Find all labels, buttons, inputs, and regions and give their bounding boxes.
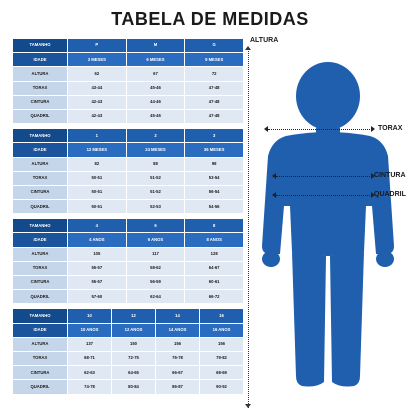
table-cell: 72-75 <box>112 352 155 365</box>
table-row <box>13 248 243 261</box>
table-cell: 156 <box>200 338 243 351</box>
height-arrow-up-icon <box>245 46 251 50</box>
table-cell: 4 ANOS <box>68 233 126 246</box>
page-title: TABELA DE MEDIDAS <box>111 9 309 29</box>
row-label: TORAX <box>13 262 67 275</box>
table-cell: 137 <box>68 338 111 351</box>
row-label: ALTURA <box>13 158 67 171</box>
table-cell: 44-46 <box>127 96 185 109</box>
row-label: IDADE <box>13 233 67 246</box>
row-label: TAMANHO <box>13 129 67 142</box>
row-label: TAMANHO <box>13 309 67 322</box>
torax-measure-line <box>268 129 372 130</box>
age-row <box>13 143 243 156</box>
row-label: IDADE <box>13 143 67 156</box>
row-label: ALTURA <box>13 248 67 261</box>
table-cell: 128 <box>185 248 243 261</box>
table-cell: 62-63 <box>68 366 111 379</box>
table-cell: M <box>127 39 185 52</box>
table-cell: 43-44 <box>68 82 126 95</box>
torax-arrow-left-icon <box>264 126 268 132</box>
table-row <box>13 290 243 303</box>
table-cell: 16 <box>200 309 243 322</box>
table-cell: 66-67 <box>156 366 199 379</box>
table-cell: 52-53 <box>127 200 185 213</box>
table-row <box>13 96 243 109</box>
table-cell: 150 <box>112 338 155 351</box>
table-cell: 88 <box>127 158 185 171</box>
table-cell: 72 <box>185 67 243 80</box>
table-cell: 54-56 <box>185 200 243 213</box>
table-cell: 47-48 <box>185 110 243 123</box>
table-cell: 3 <box>185 129 243 142</box>
table-cell: 9 MESES <box>185 53 243 66</box>
table-cell: 47-48 <box>185 82 243 95</box>
table-cell: 24 MESES <box>127 143 185 156</box>
row-label: CINTURA <box>13 276 67 289</box>
table-row <box>13 172 243 185</box>
table-cell: 6 MESES <box>127 53 185 66</box>
table-row <box>13 67 243 80</box>
row-label: QUADRIL <box>13 110 67 123</box>
table-cell: 66-72 <box>185 290 243 303</box>
table-cell: 156 <box>156 338 199 351</box>
table-cell: 4 <box>68 219 126 232</box>
table-cell: 42-43 <box>68 110 126 123</box>
row-label: TORAX <box>13 82 67 95</box>
cintura-arrow-left-icon <box>272 173 276 179</box>
row-label: TAMANHO <box>13 39 67 52</box>
height-arrow-down-icon <box>245 404 251 408</box>
table-cell: 6 <box>127 219 185 232</box>
table-cell: 57-60 <box>68 290 126 303</box>
label-cintura: CINTURA <box>374 172 406 179</box>
size-table <box>12 128 244 214</box>
table-cell: 64-67 <box>185 262 243 275</box>
table-cell: 16 ANOS <box>200 324 243 337</box>
table-cell: 82 <box>68 158 126 171</box>
row-label: IDADE <box>13 324 67 337</box>
age-row <box>13 53 243 66</box>
size-table <box>12 38 244 124</box>
size-header-row <box>13 39 243 52</box>
table-cell: 1 <box>68 129 126 142</box>
table-cell: 12 <box>112 309 155 322</box>
table-cell: 51-52 <box>127 186 185 199</box>
table-cell: 42-43 <box>68 96 126 109</box>
table-cell: 98 <box>185 158 243 171</box>
table-cell: 50-51 <box>68 186 126 199</box>
row-label: TAMANHO <box>13 219 67 232</box>
torax-arrow-right-icon <box>371 126 375 132</box>
table-row <box>13 262 243 275</box>
label-altura: ALTURA <box>250 37 279 44</box>
label-torax: TORAX <box>378 125 403 132</box>
table-row <box>13 158 243 171</box>
row-label: QUADRIL <box>13 290 67 303</box>
table-row <box>13 380 243 393</box>
table-cell: 2 <box>127 129 185 142</box>
age-row <box>13 233 243 246</box>
table-cell: 79-82 <box>200 352 243 365</box>
table-cell: 12 MESES <box>68 143 126 156</box>
row-label: TORAX <box>13 352 67 365</box>
table-cell: 55-57 <box>68 262 126 275</box>
table-cell: 62 <box>68 67 126 80</box>
table-cell: 68-71 <box>68 352 111 365</box>
size-table <box>12 218 244 304</box>
table-cell: 105 <box>68 248 126 261</box>
size-tables <box>12 38 244 395</box>
table-cell: 51-52 <box>127 172 185 185</box>
table-cell: 86-87 <box>156 380 199 393</box>
size-header-row <box>13 129 243 142</box>
age-row <box>13 324 243 337</box>
table-row <box>13 82 243 95</box>
row-label: TORAX <box>13 172 67 185</box>
size-table <box>12 308 244 394</box>
table-cell: 47-48 <box>185 96 243 109</box>
table-cell: 68-69 <box>200 366 243 379</box>
table-cell: 14 <box>156 309 199 322</box>
quadril-arrow-left-icon <box>272 192 276 198</box>
table-cell: 14 ANOS <box>156 324 199 337</box>
table-row <box>13 276 243 289</box>
size-header-row <box>13 219 243 232</box>
size-header-row <box>13 309 243 322</box>
table-row <box>13 366 243 379</box>
table-cell: 117 <box>127 248 185 261</box>
table-cell: 50-51 <box>68 172 126 185</box>
table-cell: 60-61 <box>185 276 243 289</box>
table-cell: 90-92 <box>200 380 243 393</box>
row-label: CINTURA <box>13 366 67 379</box>
row-label: ALTURA <box>13 338 67 351</box>
table-cell: 45-46 <box>127 110 185 123</box>
table-cell: 10 ANOS <box>68 324 111 337</box>
row-label: IDADE <box>13 53 67 66</box>
table-cell: 3 MESES <box>68 53 126 66</box>
child-silhouette-icon <box>258 56 398 396</box>
table-cell: P <box>68 39 126 52</box>
row-label: CINTURA <box>13 96 67 109</box>
row-label: CINTURA <box>13 186 67 199</box>
table-cell: 50-51 <box>68 200 126 213</box>
table-row <box>13 186 243 199</box>
table-cell: 80-84 <box>112 380 155 393</box>
table-cell: 8 <box>185 219 243 232</box>
table-cell: G <box>185 39 243 52</box>
table-row <box>13 338 243 351</box>
table-cell: 64-65 <box>112 366 155 379</box>
quadril-measure-line <box>276 195 372 196</box>
table-cell: 8 ANOS <box>185 233 243 246</box>
table-row <box>13 200 243 213</box>
table-cell: 56-59 <box>127 276 185 289</box>
row-label: QUADRIL <box>13 200 67 213</box>
table-cell: 67 <box>127 67 185 80</box>
table-cell: 53-54 <box>185 172 243 185</box>
height-measure-line <box>248 48 250 408</box>
table-cell: 56-54 <box>185 186 243 199</box>
table-row <box>13 110 243 123</box>
row-label: QUADRIL <box>13 380 67 393</box>
table-row <box>13 352 243 365</box>
cintura-measure-line <box>276 176 372 177</box>
table-cell: 55-57 <box>68 276 126 289</box>
table-cell: 36 MESES <box>185 143 243 156</box>
table-cell: 62-64 <box>127 290 185 303</box>
table-cell: 58-62 <box>127 262 185 275</box>
table-cell: 74-78 <box>68 380 111 393</box>
row-label: ALTURA <box>13 67 67 80</box>
table-cell: 76-78 <box>156 352 199 365</box>
table-cell: 12 ANOS <box>112 324 155 337</box>
table-cell: 45-46 <box>127 82 185 95</box>
table-cell: 10 <box>68 309 111 322</box>
table-cell: 6 ANOS <box>127 233 185 246</box>
label-quadril: QUADRIL <box>374 191 406 198</box>
